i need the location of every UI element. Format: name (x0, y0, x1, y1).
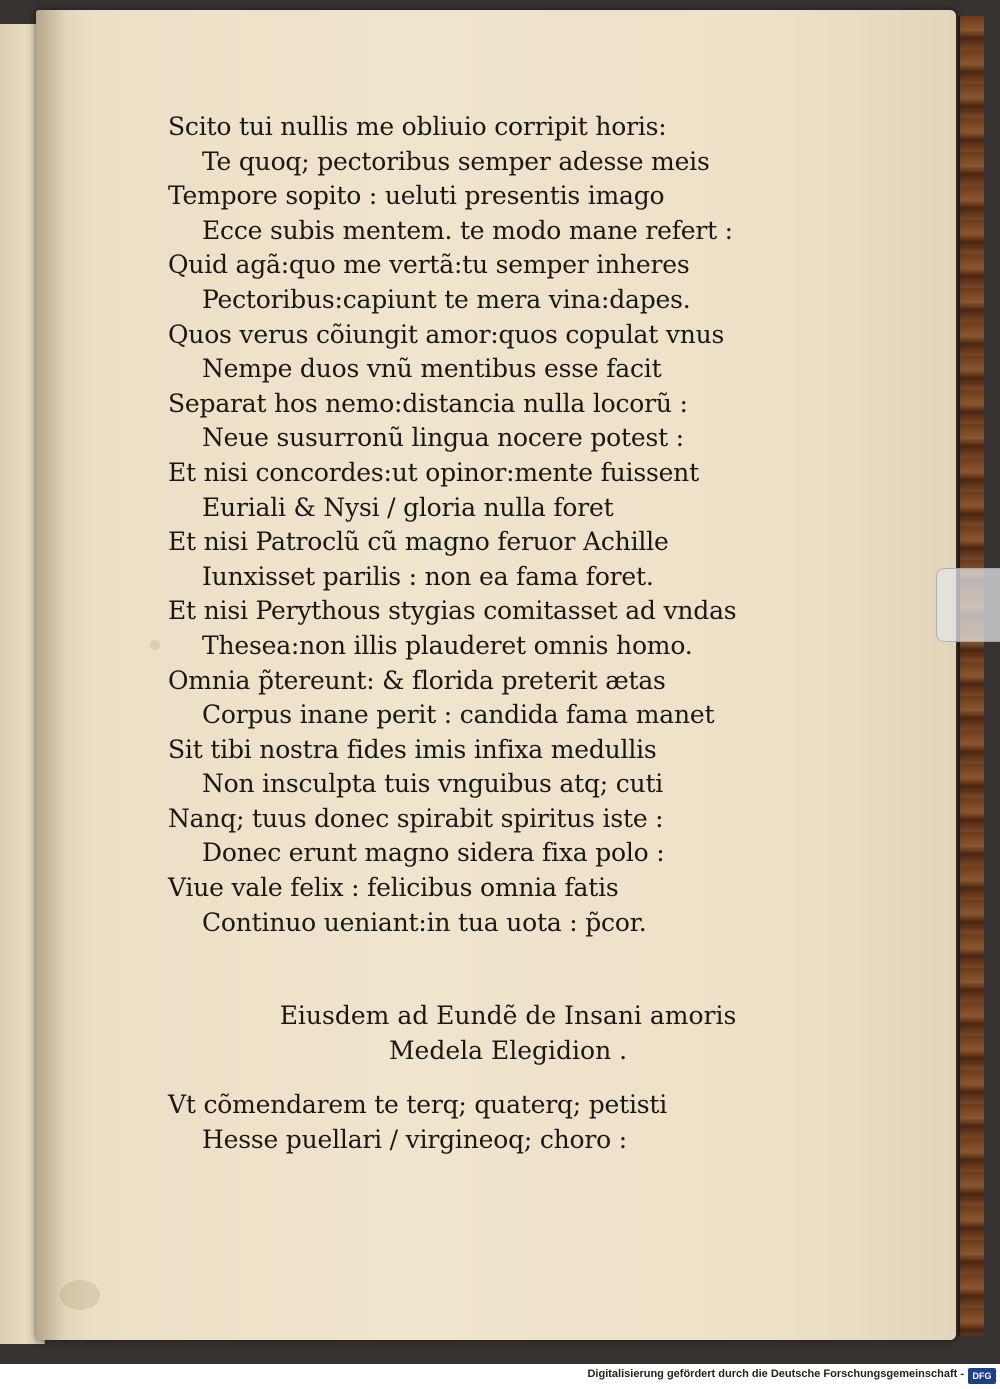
poem-line: Quos verus cõiungit amor:quos copulat vnus (168, 319, 725, 349)
poem-line: Corpus inane perit : candida fama manet (202, 700, 715, 730)
poem-line: Ecce subis mentem. te modo mane refert : (202, 215, 733, 245)
poem-line: Non insculpta tuis vnguibus atq; cuti (202, 769, 664, 799)
funding-credit: Digitalisierung gefördert durch die Deutsche Forschungsgemeinschaft - (587, 1368, 964, 1380)
digitization-footer (0, 1364, 1000, 1389)
page-marker-tab (936, 568, 1000, 642)
poem-line: Scito tui nullis me obliuio corripit horis: (168, 112, 667, 141)
poem-line: Thesea:non illis plauderet omnis homo. (202, 630, 693, 660)
poem-line: Et nisi Patroclũ cũ magno feruor Achille (168, 527, 669, 557)
poem-line: Quid agã:quo me vertã:tu semper inheres (168, 250, 690, 280)
poem-line: Continuo ueniant:in tua uota : p̃cor. (202, 907, 647, 937)
dfg-logo-icon: DFG (968, 1368, 996, 1384)
poem-line: Viue vale felix : felicibus omnia fatis (168, 873, 619, 903)
poem-line: Separat hos nemo:distancia nulla locorũ : (168, 388, 688, 418)
poem2-line: Vt cõmendarem te terq; quaterq; petisti (168, 1090, 668, 1119)
poem-line: Sit tibi nostra fides imis infixa medullis (168, 734, 657, 764)
poem-line: Euriali & Nysi / gloria nulla foret (202, 492, 614, 522)
paper-stain (60, 1280, 100, 1310)
poem-line: Nanq; tuus donec spirabit spiritus iste : (168, 803, 664, 833)
poem-line: Et nisi concordes:ut opinor:mente fuissent (168, 457, 699, 487)
poem-line: Tempore sopito : ueluti presentis imago (168, 181, 665, 211)
poem-line: Donec erunt magno sidera fixa polo : (202, 838, 665, 868)
page-gutter-shadow (36, 10, 66, 1340)
poem-line: Neue susurronũ lingua nocere potest : (202, 423, 684, 453)
paper-stain (150, 640, 160, 650)
poem-line: Te quoq; pectoribus semper adesse meis (202, 146, 710, 176)
poem-line: Et nisi Perythous stygias comitasset ad vndas (168, 596, 737, 626)
heading-line-1: Eiusdem ad Eundẽ de Insani amoris (279, 1001, 737, 1030)
poem-line: Omnia p̃tereunt: & florida preterit ætas (168, 665, 666, 695)
poem2-line: Hesse puellari / virgineoq; choro : (202, 1124, 627, 1154)
verse-block (168, 110, 808, 940)
leather-binding-edge (958, 16, 984, 1336)
second-verse-block (168, 1088, 808, 1157)
section-heading (168, 998, 848, 1068)
poem-line: Pectoribus:capiunt te mera vina:dapes. (202, 284, 691, 314)
heading-line-2: Medela Elegidion . (388, 1036, 628, 1065)
poem-line: Nempe duos vnũ mentibus esse facit (202, 354, 662, 384)
poem-line: Iunxisset parilis : non ea fama foret. (202, 561, 654, 591)
